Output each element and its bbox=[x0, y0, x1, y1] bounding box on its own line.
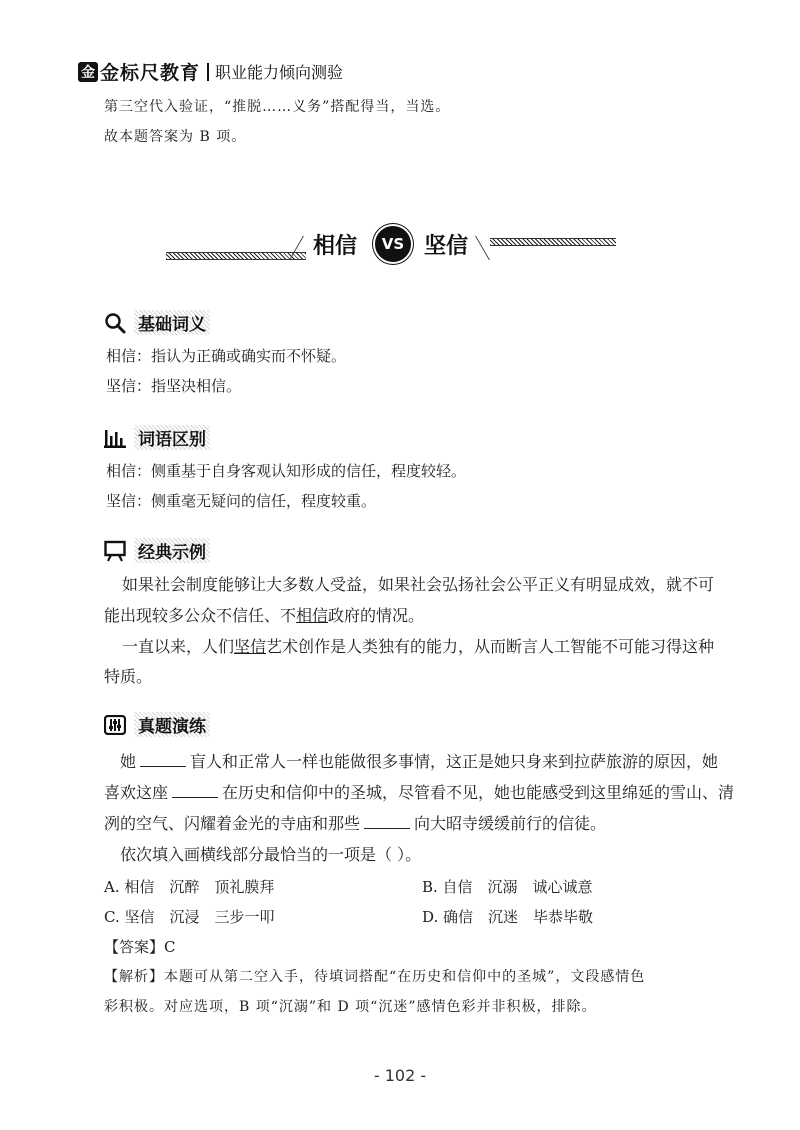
example-1-line-2 bbox=[104, 604, 424, 628]
question-text: 盲人和正常人一样也能做很多事情，这正是她只身来到拉萨旅游的原因，她 bbox=[190, 752, 719, 771]
example-2-line-2: 特质。 bbox=[104, 667, 153, 686]
question-text: 她 bbox=[120, 752, 137, 771]
magnifier-icon bbox=[104, 312, 126, 334]
question-text: 冽的空气、闪耀着金光的寺庙和那些 bbox=[104, 814, 361, 833]
analysis-line-1: 【解析】本题可从第二空入手，待填词搭配“在历史和信仰中的圣城”，文段感情色 bbox=[104, 969, 646, 985]
section-example-label: 经典示例 bbox=[134, 538, 210, 563]
diff-item-2: 坚信：侧重毫无疑问的信任，程度较重。 bbox=[106, 492, 377, 510]
example-1-text-b: 政府的情况。 bbox=[328, 606, 425, 625]
option-b: B. 自信 沉溺 诚心诚意 bbox=[422, 878, 593, 896]
example-2-keyword: 坚信 bbox=[234, 637, 267, 656]
example-2-line-1 bbox=[122, 635, 714, 659]
blank-1 bbox=[140, 752, 186, 767]
vs-badge: VS bbox=[375, 226, 411, 262]
section-diff-label: 词语区别 bbox=[134, 425, 210, 450]
example-2-text-b: 艺术创作是人类独有的能力，从而断言人工智能不可能习得这种 bbox=[266, 637, 715, 656]
diff-item-1: 相信：侧重基于自身客观认知形成的信任，程度较轻。 bbox=[106, 462, 467, 480]
answer-line: 【答案】C bbox=[104, 938, 176, 956]
page-number: - 102 - bbox=[373, 1066, 427, 1085]
section-basic-label: 基础词义 bbox=[134, 310, 210, 335]
title-stripe-left bbox=[166, 252, 306, 260]
question-line-3 bbox=[104, 812, 606, 836]
example-1-text-a: 能出现较多公众不信任、不 bbox=[104, 606, 297, 625]
option-d: D. 确信 沉迷 毕恭毕敬 bbox=[422, 908, 594, 926]
header-subtitle: 职业能力倾向测验 bbox=[215, 63, 344, 82]
header-divider bbox=[207, 63, 209, 81]
prev-analysis-line: 第三空代入验证，“推脱……义务”搭配得当，当选。 bbox=[104, 99, 451, 115]
brand-logo-icon: 金 bbox=[78, 62, 98, 82]
option-c: C. 坚信 沉浸 三步一叩 bbox=[104, 908, 275, 926]
bar-chart-icon bbox=[104, 428, 126, 448]
sliders-icon bbox=[104, 715, 126, 735]
presentation-board-icon bbox=[104, 540, 126, 562]
basic-item-1: 相信：指认为正确或确实而不怀疑。 bbox=[106, 347, 347, 365]
example-1-line-1: 如果社会制度能够让大多数人受益，如果社会弘扬社会公平正义有明显成效，就不可 bbox=[122, 575, 715, 594]
question-line-1 bbox=[120, 750, 718, 774]
section-practice-heading bbox=[104, 712, 210, 737]
title-word-right: 坚信 bbox=[424, 234, 469, 259]
section-diff-heading bbox=[104, 425, 210, 450]
question-text: 喜欢这座 bbox=[104, 783, 169, 802]
example-1-keyword: 相信 bbox=[296, 606, 329, 625]
analysis-line-2: 彩积极。对应选项，B 项“沉溺”和 D 项“沉迷”感情色彩并非积极，排除。 bbox=[104, 999, 597, 1015]
header bbox=[78, 58, 343, 85]
section-basic-heading bbox=[104, 310, 210, 335]
option-a: A. 相信 沉醉 顶礼膜拜 bbox=[104, 878, 275, 896]
question-text: 在历史和信仰中的圣城，尽管看不见，她也能感受到这里绵延的雪山、清 bbox=[222, 783, 735, 802]
prev-answer-line: 故本题答案为 B 项。 bbox=[104, 129, 247, 145]
question-line-2 bbox=[104, 781, 734, 805]
title-word-left: 相信 bbox=[313, 234, 358, 259]
section-example-heading bbox=[104, 538, 210, 563]
brand-name: 金标尺教育 bbox=[100, 62, 201, 84]
blank-3 bbox=[364, 814, 410, 829]
example-2-text-a: 一直以来，人们 bbox=[122, 637, 235, 656]
title-bracket-right bbox=[475, 236, 490, 260]
question-prompt: 依次填入画横线部分最恰当的一项是（ ）。 bbox=[120, 845, 422, 864]
question-text: 向大昭寺缓缓前行的信徒。 bbox=[414, 814, 607, 833]
blank-2 bbox=[172, 783, 218, 798]
section-practice-label: 真题演练 bbox=[134, 712, 210, 737]
basic-item-2: 坚信：指坚决相信。 bbox=[106, 377, 242, 395]
title-stripe-right bbox=[490, 238, 616, 246]
